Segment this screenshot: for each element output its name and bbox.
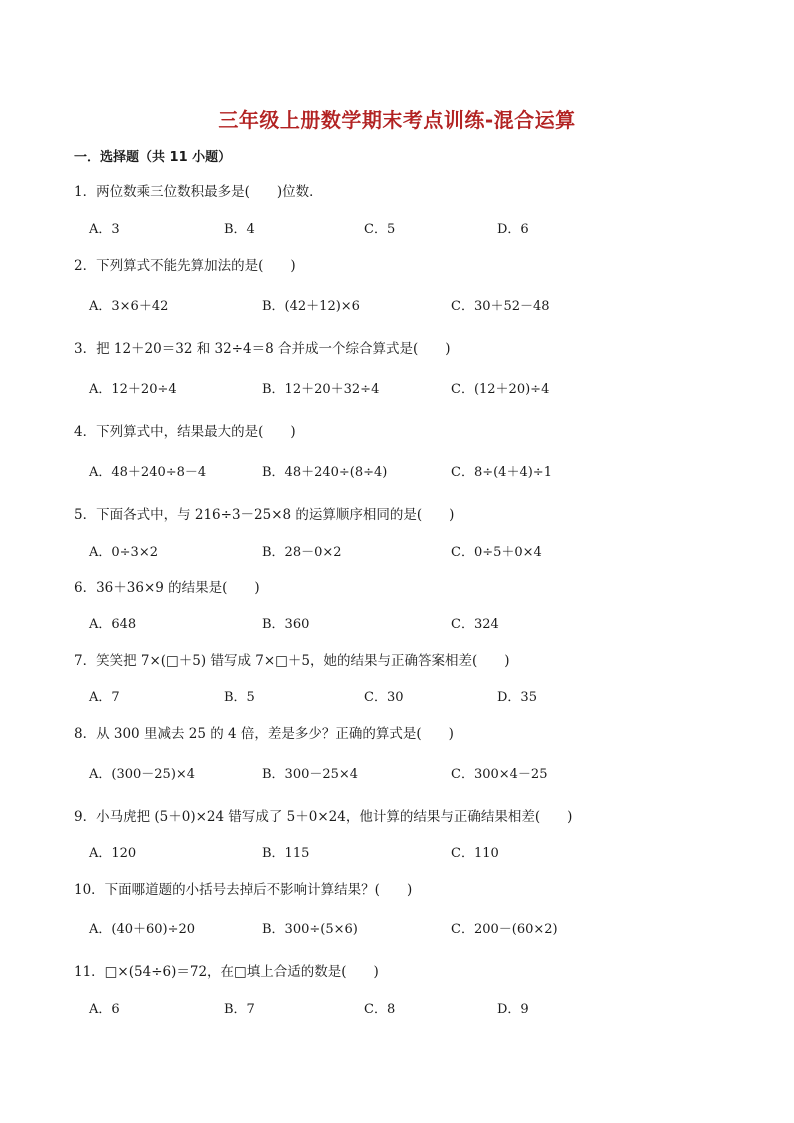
question-11-option-c: C．8 [364, 1002, 396, 1017]
question-5-option-c: C．0÷5＋0×4 [451, 545, 542, 560]
question-1-option-a: A．3 [89, 222, 120, 237]
question-1-options [0, 218, 794, 238]
question-2-option-b: B．(42＋12)×6 [262, 299, 360, 314]
question-5-options [0, 541, 794, 561]
question-6-option-a: A．648 [89, 617, 137, 632]
question-2-option-c: C．30＋52－48 [451, 299, 550, 314]
question-9-option-a: A．120 [89, 846, 137, 861]
question-9-options [0, 842, 794, 862]
question-8-options [0, 763, 794, 783]
question-2-text: 2．下列算式不能先算加法的是( ) [74, 258, 296, 274]
question-6-option-c: C．324 [451, 617, 499, 632]
question-1-option-d: D．6 [497, 222, 529, 237]
question-7-option-d: D．35 [497, 690, 537, 705]
question-8-option-b: B．300－25×4 [262, 767, 359, 782]
question-10-option-a: A．(40＋60)÷20 [89, 922, 196, 937]
question-3-options [0, 378, 794, 398]
question-4-option-b: B．48＋240÷(8÷4) [262, 465, 388, 480]
question-7-option-b: B．5 [224, 690, 255, 705]
question-7-option-c: C．30 [364, 690, 404, 705]
question-11-text: 11．□×(54÷6)＝72，在□填上合适的数是( ) [74, 964, 379, 980]
question-3-text: 3．把 12＋20＝32 和 32÷4＝8 合并成一个综合算式是( ) [74, 341, 451, 357]
question-8-text: 8．从 300 里减去 25 的 4 倍，差是多少？正确的算式是( ) [74, 726, 454, 742]
question-7-option-a: A．7 [89, 690, 120, 705]
question-1-option-b: B．4 [224, 222, 255, 237]
question-4-option-c: C．8÷(4＋4)÷1 [451, 465, 552, 480]
question-11-option-a: A．6 [89, 1002, 120, 1017]
question-1-option-c: C．5 [364, 222, 396, 237]
question-4-text: 4．下列算式中，结果最大的是( ) [74, 424, 296, 440]
question-6-options [0, 613, 794, 633]
question-7-options [0, 686, 794, 706]
question-2-option-a: A．3×6＋42 [89, 299, 169, 314]
question-1-text: 1．两位数乘三位数积最多是( )位数． [74, 184, 323, 200]
question-4-option-a: A．48＋240÷8－4 [89, 465, 207, 480]
question-11-option-b: B．7 [224, 1002, 255, 1017]
question-10-text: 10．下面哪道题的小括号去掉后不影响计算结果？( ) [74, 882, 413, 898]
section-heading: 一．选择题（共 11 小题） [74, 150, 232, 165]
question-8-option-a: A．(300－25)×4 [89, 767, 196, 782]
question-3-option-a: A．12＋20÷4 [89, 382, 177, 397]
question-9-option-b: B．115 [262, 846, 310, 861]
question-10-option-b: B．300÷(5×6) [262, 922, 358, 937]
question-7-text: 7．笑笑把 7×(□＋5) 错写成 7×□＋5，她的结果与正确答案相差( ) [74, 653, 510, 669]
question-5-option-b: B．28－0×2 [262, 545, 342, 560]
question-4-options [0, 461, 794, 481]
question-11-options [0, 998, 794, 1018]
page-title: 三年级上册数学期末考点训练-混合运算 [218, 108, 576, 132]
question-3-option-c: C．(12＋20)÷4 [451, 382, 550, 397]
question-5-text: 5．下面各式中，与 216÷3－25×8 的运算顺序相同的是( ) [74, 507, 455, 523]
question-2-options [0, 295, 794, 315]
question-6-text: 6．36＋36×9 的结果是( ) [74, 580, 260, 596]
question-5-option-a: A．0÷3×2 [89, 545, 158, 560]
question-9-text: 9．小马虎把 (5＋0)×24 错写成了 5＋0×24，他计算的结果与正确结果相差( ) [74, 809, 573, 825]
question-10-options [0, 918, 794, 938]
question-3-option-b: B．12＋20＋32÷4 [262, 382, 380, 397]
question-10-option-c: C．200－(60×2) [451, 922, 558, 937]
question-8-option-c: C．300×4－25 [451, 767, 548, 782]
question-11-option-d: D．9 [497, 1002, 529, 1017]
question-6-option-b: B．360 [262, 617, 310, 632]
question-9-option-c: C．110 [451, 846, 499, 861]
